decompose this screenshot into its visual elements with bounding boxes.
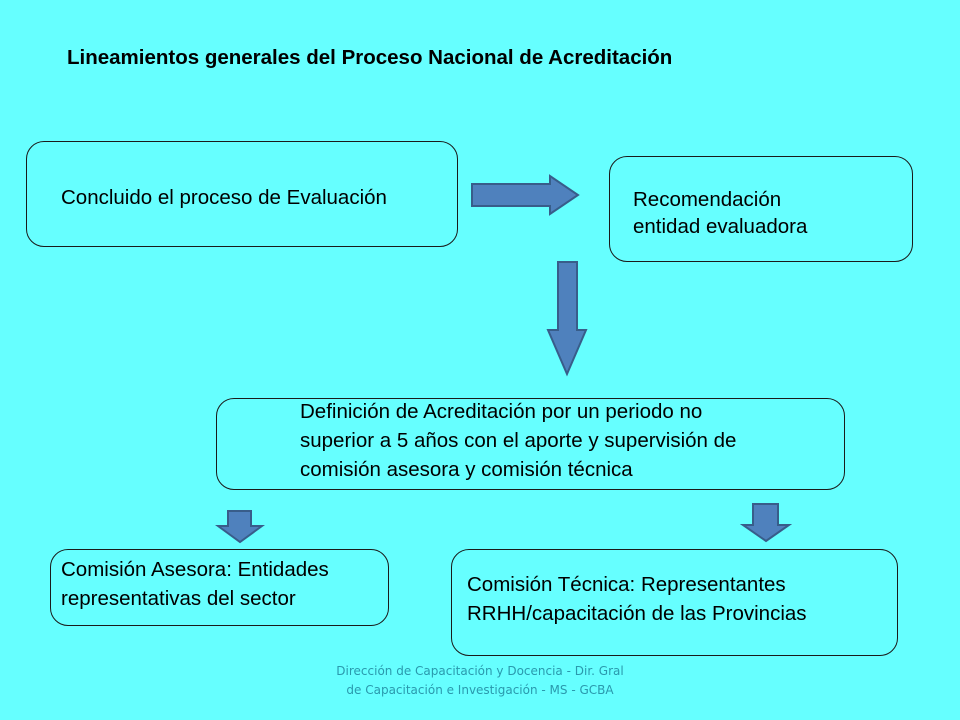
node-definicion-text: Definición de Acreditación por un periodo no superior a 5 años con el aporte y supervisión de comisión asesora y comisión técnica [300, 400, 737, 481]
right-arrow-icon [470, 174, 582, 216]
node-evaluacion-text: Concluido el proceso de Evaluación [61, 186, 387, 209]
down-arrow-right-icon [740, 502, 792, 544]
footer-credit: Dirección de Capacitación y Docencia - Dir. Gral de Capacitación e Investigación - MS - GCBA [336, 664, 624, 697]
node-tecnica-text: Comisión Técnica: Representantes RRHH/capacitación de las Provincias [467, 573, 807, 625]
node-recomendacion-text: Recomendación entidad evaluadora [633, 188, 808, 238]
node-asesora-text: Comisión Asesora: Entidades representativas del sector [61, 558, 329, 610]
down-arrow-icon [545, 260, 589, 378]
down-arrow-left-icon [215, 509, 265, 545]
diagram-title: Lineamientos generales del Proceso Nacional de Acreditación [67, 46, 673, 69]
